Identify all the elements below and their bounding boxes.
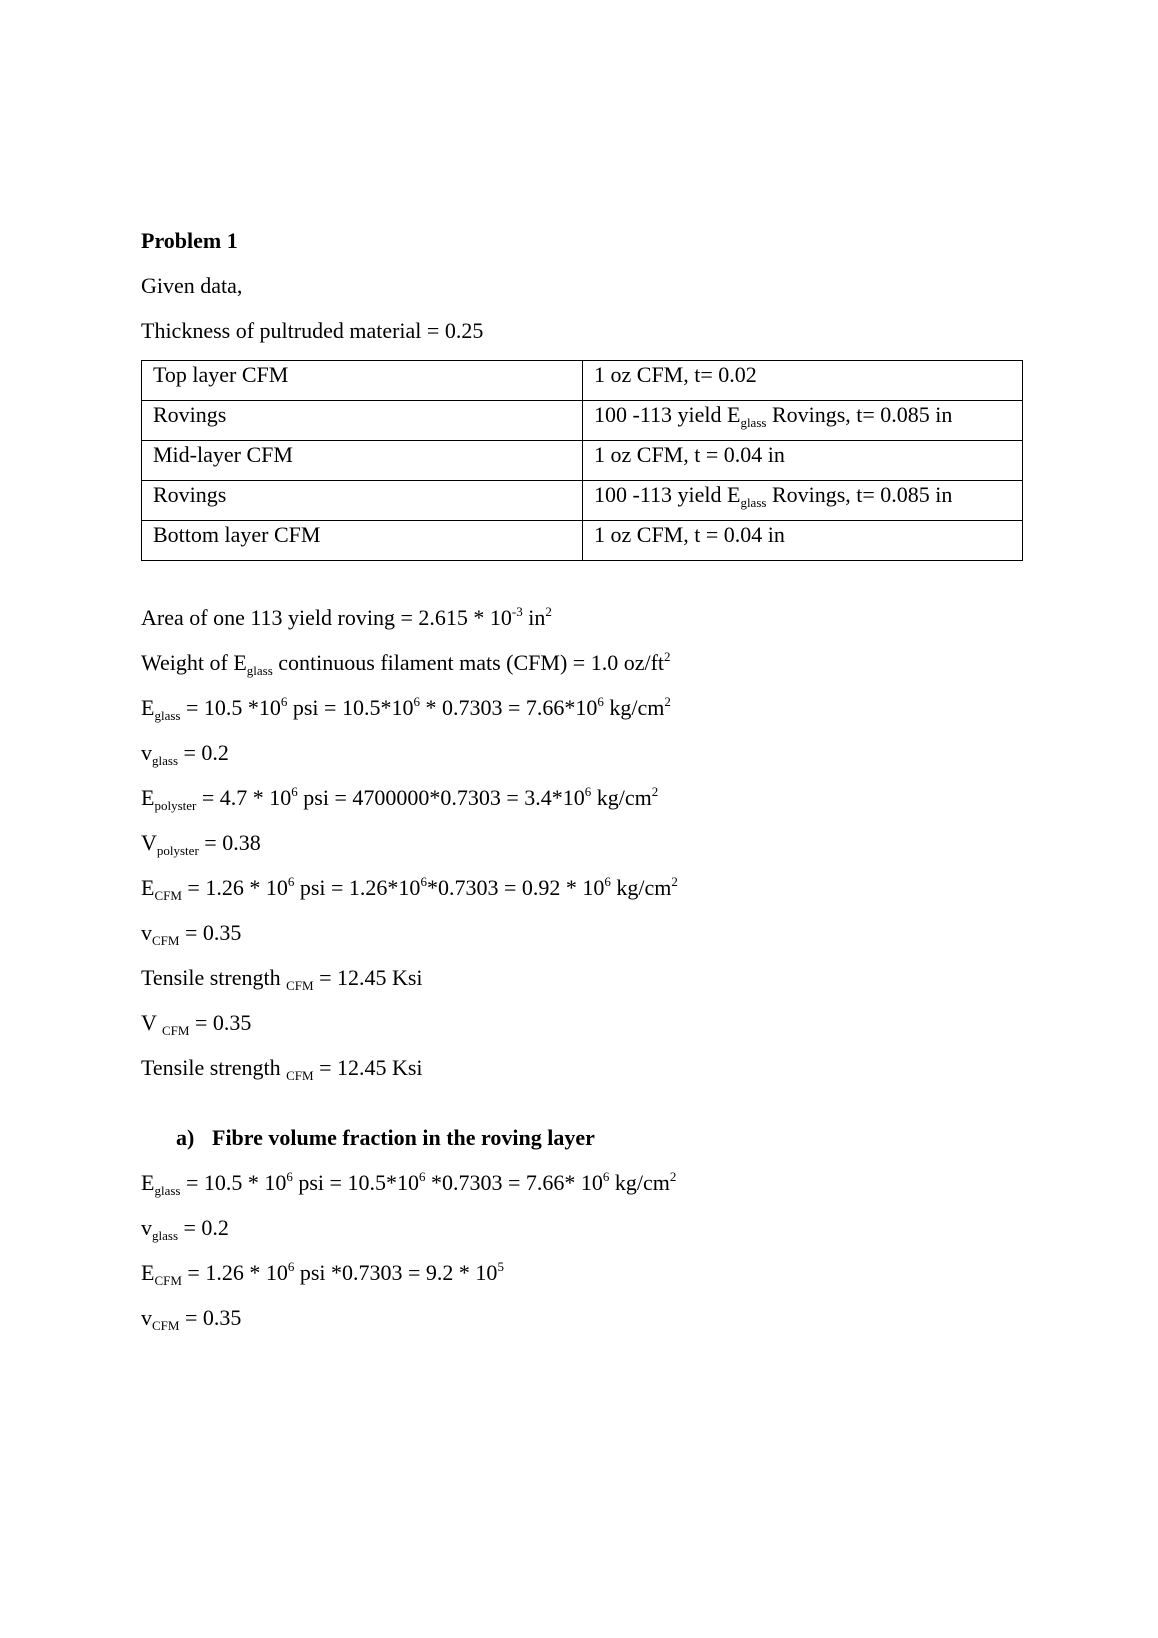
table-row [142,521,1023,561]
v-glass-line: $v_{glass} = 0.2$ [141,740,229,768]
v-polyester-line: $V_{polyster} = 0.38$ [141,830,261,858]
part-a-v-cfm-line: $v_{CFM} = 0.35$ [141,1305,242,1333]
part-a-v-glass-line: $v_{glass} = 0.2$ [141,1215,229,1243]
layer-spec-cell: 100 -113 yield $E_{glass}$ Rovings, t= 0.085 in [583,401,1023,441]
part-a-e-cfm-line: $E_{CFM} = 1.26 * 10^6$ psi $*0.7303 = 9.2 * 10^5$ [141,1259,504,1288]
table-row [142,401,1023,441]
tensile-strength-line: Tensile strength $_{CFM}$ = 12.45 Ksi [141,965,423,993]
roving-area-line: Area of one 113 yield roving = $2.615 * 10^{-3}$ $in^2$ [141,604,552,630]
layer-name-cell: Top layer CFM [142,361,583,401]
e-polyester-line: $E_{polyster} = 4.7 * 10^6$ psi = $4700000*0.7303 = 3.4*10^6$ $kg/cm^2$ [141,784,659,813]
tensile-strength-line-2: Tensile strength $_{CFM}$ = 12.45 Ksi [141,1055,423,1083]
layer-name-cell: Mid-layer CFM [142,441,583,481]
section-heading-a [141,1125,1021,1151]
table-row [142,441,1023,481]
part-a-e-glass-line: $E_{glass} = 10.5 * 10^6$ psi = $10.5*10^6$ *0.7303 = 7.66* $10^6$ $kg/cm^2$ [141,1169,677,1198]
cfm-weight-line: Weight of $E_{glass}$ continuous filament mats (CFM) = 1.0 $oz/ft^2$ [141,649,671,678]
layer-name-cell: Bottom layer CFM [142,521,583,561]
section-heading-text: Fibre volume fraction in the roving layer [212,1125,595,1150]
layers-table [141,360,1023,561]
list-label: a) [176,1125,195,1150]
v-cfm-line-2: V $_{CFM}$ = 0.35 [141,1010,252,1038]
v-cfm-line: $v_{CFM} = 0.35$ [141,920,242,948]
table-row [142,481,1023,521]
e-cfm-line: $E_{CFM} = 1.26 * 10^6$ psi = $1.26*10^6*0.7303 = 0.92 * 10^6$ $kg/cm^2$ [141,874,678,903]
table-row [142,361,1023,401]
document-content [141,228,1021,1350]
e-glass-line: $E_{glass} = 10.5$ $*10^6$ psi = $10.5*10^6 * 0.7303 = 7.66*10^6$ $kg/cm^2$ [141,694,671,723]
layer-spec-cell: 1 oz CFM, t = 0.04 in [583,521,1023,561]
layer-name-cell: Rovings [142,481,583,521]
intro-text: Given data, [141,273,243,298]
thickness-text: Thickness of pultruded material = 0.25 [141,318,484,343]
layer-spec-cell: 1 oz CFM, t= 0.02 [583,361,1023,401]
layer-spec-cell: 1 oz CFM, t = 0.04 in [583,441,1023,481]
layer-spec-cell: 100 -113 yield $E_{glass}$ Rovings, t= 0.085 in [583,481,1023,521]
problem-title: Problem 1 [141,228,238,253]
layer-name-cell: Rovings [142,401,583,441]
